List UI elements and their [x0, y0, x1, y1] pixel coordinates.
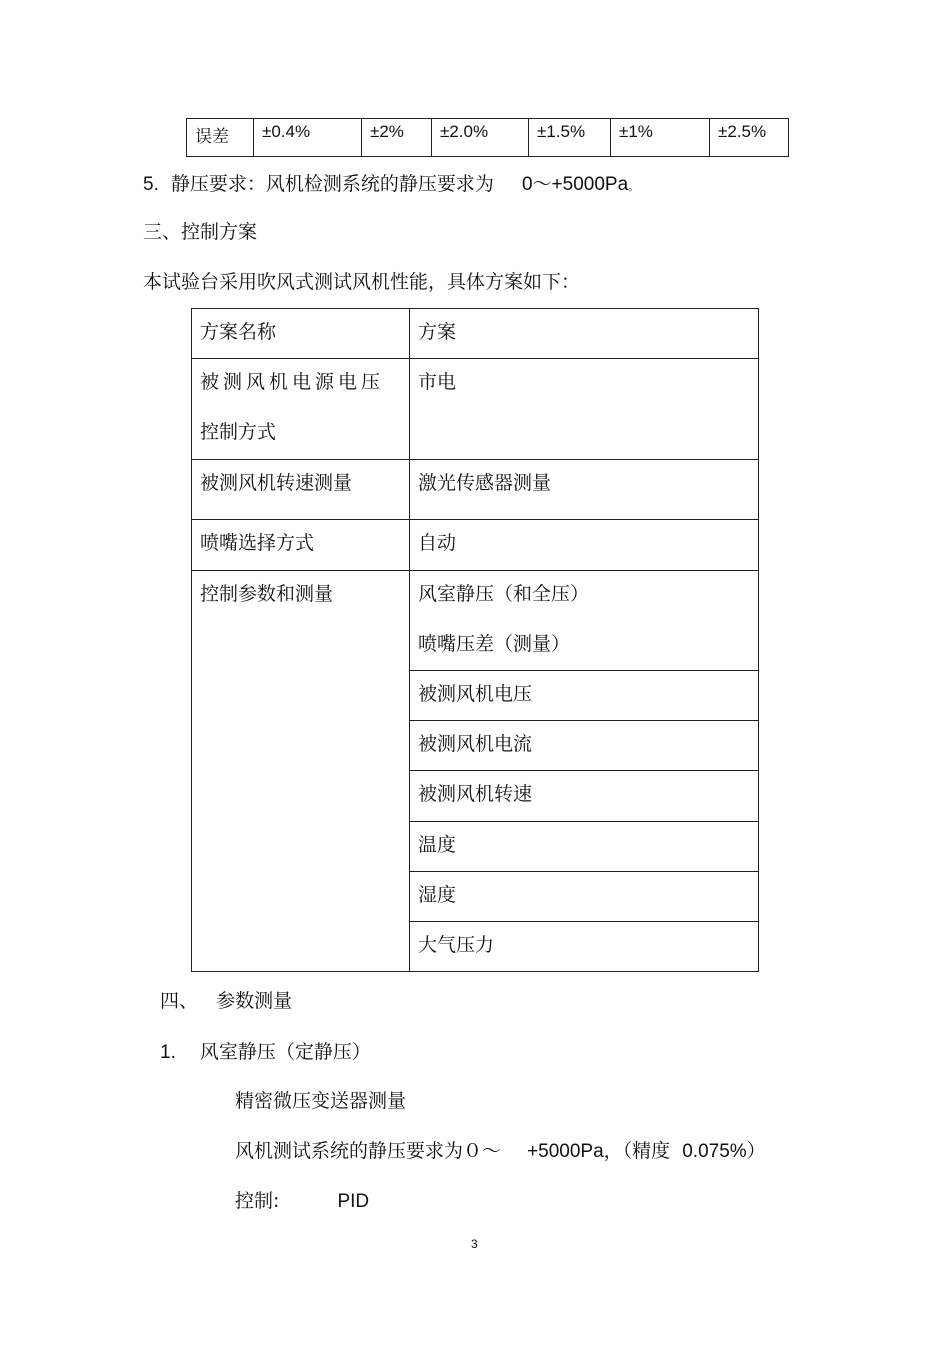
table-cell: 湿度 — [410, 872, 759, 922]
table-row — [192, 460, 759, 520]
table-header-row — [192, 309, 759, 359]
section-4-heading — [160, 989, 292, 1013]
detail-line-2-precision: 0.075%） — [682, 1141, 766, 1162]
table-cell: ±2.5% — [710, 119, 789, 157]
item-5-text: 静压要求：风机检测系统的静压要求为 — [170, 173, 494, 195]
cell-line: 被测风机电源电压 — [200, 371, 385, 393]
table-cell: 被测风机电流 — [410, 721, 759, 771]
table-cell — [410, 571, 759, 671]
section-4-title: 参数测量 — [216, 990, 293, 1012]
detail-line-2-suffix: ，（精度 — [603, 1140, 671, 1162]
control-value: PID — [337, 1191, 370, 1212]
table-cell: 激光传感器测量 — [410, 460, 759, 520]
item-1-number: 1. — [160, 1042, 176, 1063]
table-header-cell: 方案名称 — [192, 309, 410, 359]
item-5-end: 。 — [628, 180, 640, 193]
table-cell: 被测风机转速测量 — [192, 460, 410, 520]
detail-line-2-text: 风机测试系统的静压要求为０～ — [235, 1140, 502, 1162]
table-header-cell: 方案 — [410, 309, 759, 359]
table-cell: ±2.0% — [432, 119, 529, 157]
table-cell: 喷嘴选择方式 — [192, 520, 410, 571]
control-line — [235, 1189, 369, 1214]
table-row — [192, 571, 759, 671]
item-5 — [143, 172, 639, 199]
table-cell: 被测风机转速 — [410, 771, 759, 822]
item-1 — [160, 1040, 371, 1065]
section-4-label: 四、 — [160, 990, 199, 1012]
page-number: 3 — [471, 1237, 478, 1251]
cell-line: 风室静压（和全压） — [418, 583, 590, 605]
table-cell: ±1% — [611, 119, 710, 157]
table-cell: 误差 — [187, 119, 254, 157]
error-table — [186, 118, 789, 157]
detail-line-2 — [235, 1139, 766, 1164]
table-row — [187, 119, 789, 157]
item-5-number: 5. — [143, 174, 159, 195]
item-1-title: 风室静压（定静压） — [199, 1041, 371, 1063]
item-5-value: 0～+5000Pa — [521, 174, 629, 195]
cell-line: 控制方式 — [200, 421, 277, 443]
scheme-table — [191, 308, 759, 972]
table-row — [192, 520, 759, 571]
table-cell: 市电 — [410, 359, 759, 460]
table-cell: 自动 — [410, 520, 759, 571]
table-cell: 大气压力 — [410, 922, 759, 972]
table-cell: 被测风机电压 — [410, 671, 759, 721]
table-cell: ±2% — [362, 119, 432, 157]
table-row — [192, 359, 759, 460]
table-cell — [192, 359, 410, 460]
table-cell: 控制参数和测量 — [192, 571, 410, 972]
detail-line-2-value: +5000Pa — [527, 1141, 604, 1162]
table-cell: ±1.5% — [529, 119, 611, 157]
cell-line: 喷嘴压差（测量） — [418, 633, 571, 655]
section-3-heading: 三、控制方案 — [143, 221, 258, 243]
control-label: 控制: — [235, 1190, 280, 1212]
intro-text: 本试验台采用吹风式测试风机性能，具体方案如下： — [143, 271, 581, 293]
detail-line-1: 精密微压变送器测量 — [235, 1090, 407, 1112]
table-cell: ±0.4% — [254, 119, 362, 157]
table-cell: 温度 — [410, 822, 759, 872]
